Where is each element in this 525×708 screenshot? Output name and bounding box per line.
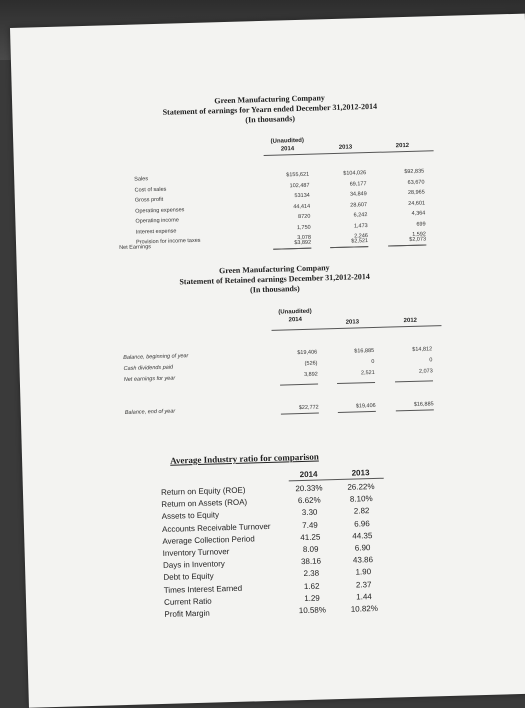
earnings-year-2014: 2014: [280, 146, 295, 153]
ratio-label: Times Interest Earned: [163, 583, 243, 595]
earnings-year-2012: 2012: [395, 142, 410, 150]
retained-units: (In thousands): [249, 284, 300, 295]
ratio-value: 43.86: [352, 555, 374, 565]
table-row-label: Cost of sales: [134, 186, 167, 194]
ratio-value: 2.37: [355, 579, 372, 590]
table-cell: 0: [371, 358, 375, 366]
balance-end-label: Balance, end of year: [124, 408, 176, 416]
table-cell: 44,414: [293, 203, 311, 210]
table-cell: (526): [304, 360, 318, 367]
ratio-label: Days in Inventory: [162, 559, 225, 571]
ratio-value: 1.44: [356, 591, 372, 602]
table-row-label: Interest expense: [135, 227, 177, 236]
table-cell: 28,607: [350, 201, 368, 209]
ratio-value: 38.16: [300, 556, 322, 567]
table-cell: $104,026: [343, 170, 367, 177]
table-cell: 1,750: [296, 224, 311, 231]
ratios-title: Average Industry ratio for comparison: [170, 451, 319, 466]
balance-end-value: $19,406: [355, 402, 376, 410]
ratio-value: 6.90: [354, 543, 371, 553]
table-row-label: Cash dividends paid: [123, 364, 174, 372]
ratio-value: 8.10%: [349, 494, 373, 504]
retained-title: Statement of Retained earnings December 31,2012-2014: [179, 272, 370, 287]
net-earnings-label: Net Earnings: [119, 244, 152, 252]
table-cell: 2,073: [418, 368, 433, 375]
retained-year-2013: 2013: [345, 319, 360, 326]
table-cell: 6,242: [353, 212, 368, 219]
table-row-label: Balance, beginning of year: [123, 353, 189, 361]
earnings-title: Statement of earnings for Yearn ended December 31,2012-2014: [162, 101, 378, 117]
table-cell: 63,670: [407, 178, 425, 186]
ratio-value: 44.35: [352, 530, 373, 541]
retained-year-2012: 2012: [403, 317, 418, 325]
table-cell: 0: [429, 357, 433, 364]
total-rule: [395, 380, 433, 382]
document-page: [10, 14, 525, 708]
table-cell: 69,177: [349, 180, 367, 188]
ratio-label: Debt to Equity: [163, 571, 214, 583]
earnings-units: (In thousands): [245, 114, 296, 125]
table-cell: 4,364: [411, 210, 426, 217]
table-cell: 699: [416, 220, 426, 228]
ratio-value: 41.25: [300, 532, 321, 542]
table-cell: 34,849: [349, 191, 367, 198]
table-cell: 24,601: [408, 199, 426, 207]
ratio-value: 6.62%: [297, 495, 321, 506]
table-cell: $16,885: [354, 347, 375, 355]
ratio-value: 7.49: [302, 520, 318, 530]
double-rule: [281, 413, 319, 415]
earnings-company: Green Manufacturing Company: [214, 93, 325, 106]
ratio-label: Inventory Turnover: [162, 547, 230, 558]
ratio-label: Current Ratio: [163, 596, 212, 607]
table-row-label: Operating income: [135, 217, 179, 225]
ratio-value: 8.09: [302, 544, 319, 555]
table-cell: 8720: [298, 213, 311, 221]
net-earnings-value: $2,521: [351, 238, 369, 245]
ratio-value: 2.82: [353, 506, 370, 516]
net-earnings-value: $2,073: [409, 236, 427, 243]
table-cell: 102,487: [289, 182, 310, 189]
table-cell: $14,812: [412, 346, 433, 353]
table-cell: 28,965: [407, 189, 425, 196]
ratio-label: Return on Equity (ROE): [160, 485, 246, 497]
ratio-value: 2.38: [303, 568, 320, 579]
table-cell: 3,078: [297, 234, 312, 242]
double-rule: [388, 244, 426, 246]
balance-end-value: $22,772: [298, 404, 319, 412]
balance-end-value: $16,885: [413, 401, 434, 408]
retained-company: Green Manufacturing Company: [218, 263, 330, 276]
double-rule: [330, 246, 368, 248]
table-cell: $155,621: [286, 171, 310, 179]
ratio-value: 20.33%: [295, 483, 323, 494]
ratio-value: 26.22%: [347, 482, 375, 492]
table-row-label: Gross profit: [134, 196, 164, 204]
ratios-year-2013: 2013: [351, 468, 370, 478]
table-cell: 2,246: [354, 233, 369, 240]
ratio-label: Accounts Receivable Turnover: [161, 521, 271, 534]
ratio-value: 6.96: [354, 518, 370, 529]
ratio-label: Assets to Equity: [161, 510, 220, 522]
ratio-value: 1.90: [355, 567, 372, 577]
ratio-value: 1.62: [303, 581, 320, 591]
double-rule: [338, 411, 376, 413]
retained-unaudited: (Unaudited): [278, 308, 312, 316]
ratio-value: 10.58%: [298, 605, 327, 616]
table-cell: 53134: [294, 192, 310, 200]
table-cell: $19,406: [297, 349, 318, 357]
table-row-label: Sales: [134, 176, 149, 183]
ratio-label: Profit Margin: [164, 608, 210, 619]
table-cell: 1,592: [412, 231, 427, 238]
table-row-label: Operating expenses: [135, 206, 185, 215]
ratio-value: 3.30: [301, 507, 318, 518]
ratio-value: 10.82%: [350, 603, 379, 614]
earnings-year-2013: 2013: [338, 144, 353, 151]
ratio-value: 1.29: [304, 593, 320, 603]
total-rule: [337, 382, 375, 384]
table-row-label: Provision for income taxes: [135, 237, 201, 246]
ratio-label: Return on Assets (ROA): [161, 497, 248, 510]
table-cell: $92,835: [404, 168, 425, 176]
double-rule: [273, 248, 311, 250]
table-row-label: Net earnings for year: [123, 375, 176, 383]
net-earnings-value: $3,892: [294, 239, 312, 247]
table-cell: 2,521: [360, 369, 375, 377]
earnings-unaudited: (Unaudited): [270, 137, 305, 145]
table-cell: 3,892: [303, 371, 318, 378]
ratios-year-2014: 2014: [299, 469, 318, 480]
total-rule: [280, 384, 318, 386]
double-rule: [396, 409, 434, 411]
table-cell: 1,473: [353, 222, 368, 229]
ratio-label: Average Collection Period: [162, 534, 255, 546]
retained-year-2014: 2014: [288, 316, 303, 324]
